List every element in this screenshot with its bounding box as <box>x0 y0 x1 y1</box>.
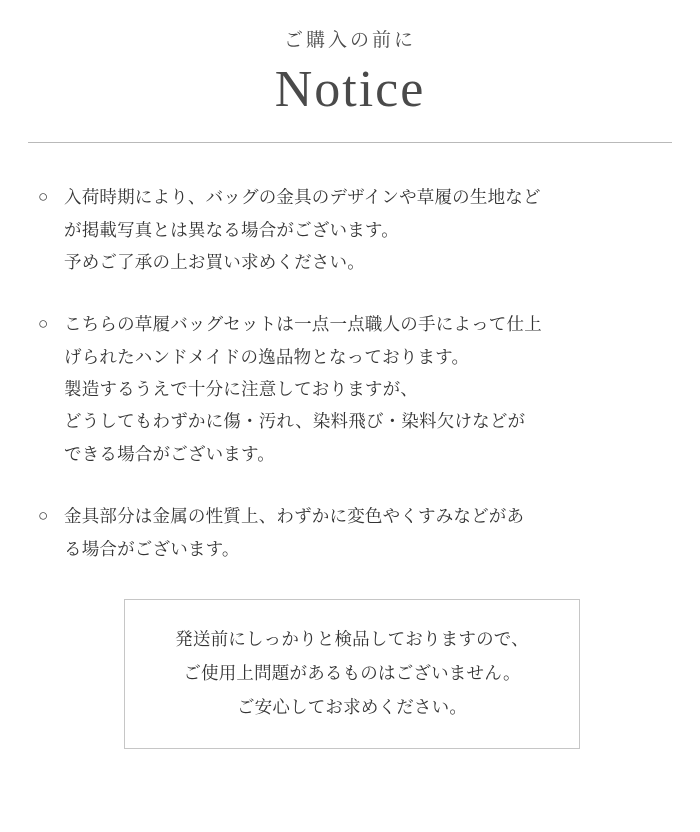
assurance-line: ご使用上問題があるものはございません。 <box>183 663 521 684</box>
text-line: が掲載写真とは異なる場合がございます。 <box>64 219 399 240</box>
text-line: る場合がございます。 <box>64 538 240 559</box>
assurance-line: 発送前にしっかりと検品しておりますので、 <box>175 628 529 649</box>
list-item-text <box>64 181 666 278</box>
page-title: Notice <box>274 61 426 119</box>
list-item-text <box>64 500 666 565</box>
page-header <box>0 0 700 120</box>
text-line: どうしてもわずかに傷・汚れ、染料飛び・染料欠けなどが <box>64 411 526 432</box>
text-line: 予めご了承の上お買い求めください。 <box>64 251 365 272</box>
assurance-box <box>124 599 580 749</box>
assurance-line: ご安心してお求めください。 <box>236 697 468 718</box>
text-line: できる場合がございます。 <box>64 443 275 464</box>
list-item <box>38 500 666 565</box>
list-item <box>38 181 666 278</box>
text-line: 金具部分は金属の性質上、わずかに変色やくすみなどがあ <box>64 506 525 527</box>
bullet-icon: ○ <box>38 187 49 207</box>
list-item-text <box>64 308 666 470</box>
assurance-box-wrapper <box>38 599 666 749</box>
bullet-icon: ○ <box>38 506 49 526</box>
text-line: 製造するうえで十分に注意しておりますが、 <box>64 379 418 400</box>
page-kicker: ご購入の前に <box>283 30 416 51</box>
bullet-icon: ○ <box>38 314 49 334</box>
notice-list <box>0 143 700 749</box>
text-line: げられたハンドメイドの逸品物となっております。 <box>64 346 470 367</box>
text-line: こちらの草履バッグセットは一点一点職人の手によって仕上 <box>64 314 542 335</box>
list-item <box>38 308 666 470</box>
text-line: 入荷時期により、バッグの金具のデザインや草履の生地など <box>64 187 541 208</box>
